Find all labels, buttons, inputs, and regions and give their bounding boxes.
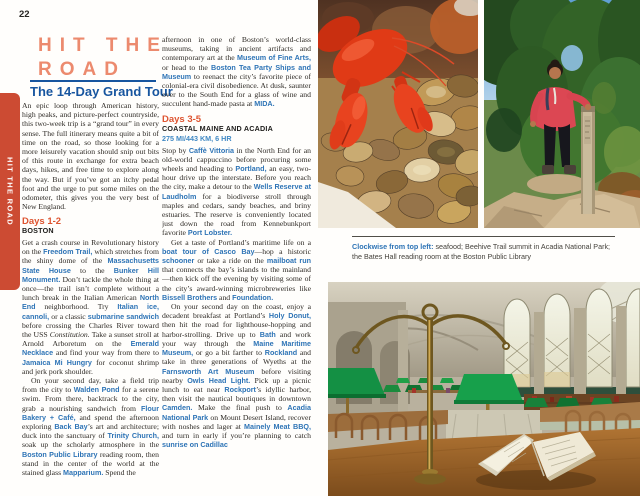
left-wall-arches <box>328 302 410 422</box>
page-title <box>38 34 168 82</box>
boston-paragraph-2: On your second day, take a field trip from the city to Walden Pond for a serene swim. From there, backtrack to the city, grab a nourishing sandwich from Flour Bakery + Café, and spend the afternoon exploring Back Bay’s art and architecture; duck into the sanctuary of Trinity Church, soak up the scholarly atmosphere in the Boston Public Library reading room, then stand in the center of the world at the stained glass Mapparium. Spend the <box>22 375 159 478</box>
boston-paragraph-1: Get a crash course in Revolutionary history on the Freedom Trail, which stretches from the shiny dome of the Massachusetts State House to the Bunker Hill Monument. Don’t tackle the whole thing at once—the trail isn’t complete without a lunch break in the Italian American North End neighborhood. Try Italian ice, cannoli, or a classic submarine sandwich before crossing the Charles River toward the USS Constitution. Take a sunset stroll at Arnold Arboretum on the Emerald Necklace and find your way from there to Jamaica Mi Hungry for coconut shrimp and jerk pork shoulder. <box>22 237 159 376</box>
maine-paragraph-2: Get a taste of Portland’s maritime life on a boat tour of Casco Bay—hop a historic schooner or take a ride on the mailboat run that connects the bay’s islands to the mainland—then kick off the evening by visiting some of the city’s award-winning microbreweries like Bissell Brothers and Foundation. <box>162 237 311 302</box>
boston-continued-paragraph: afternoon in one of Boston’s world-class museums, taking in ancient artifacts and contemporary art at the Museum of Fine Arts, or head to the Boston Tea Party Ships and Museum to reenact the city’s favorite piece of colonial-era civil disobedience. At dusk, saunter over to the South End for a glass of wine and succulent hand-made pasta at MIDA. <box>162 35 311 109</box>
days-3-5-subheading: COASTAL MAINE AND ACADIA <box>162 123 274 133</box>
library-photo <box>328 282 640 496</box>
days-1-2-subheading: BOSTON <box>22 226 54 236</box>
page-number: 22 <box>19 9 30 20</box>
text-column-1 <box>22 101 159 485</box>
text-column-2 <box>162 35 311 485</box>
maine-paragraph-3: On your second day on the coast, enjoy a decadent breakfast at Portland’s Holy Donut, then hit the road for lighthouse-hopping and harbor-strolling. Drive up to Bath and work your way through the Maine Maritime Museum, or go a bit farther to Rockland and take in three generations of Wyeths at the Farnsworth Art Museum before visiting nearby Owls Head Light. Pick up a picnic lunch to eat near Rockport’s idyllic harbor, then visit the nautical boutiques in downtown Camden. Make the final push to Acadia National Park on Mount Desert Island, recover with noshes and lager at Mainely Meat BBQ, and turn in early if you’re planning to catch sunrise on Cadillac <box>162 302 311 450</box>
seafood-photo <box>318 0 478 228</box>
chapter-side-tab <box>0 93 20 290</box>
subtitle-rule <box>30 80 156 82</box>
tour-subtitle: The 14-Day Grand Tour <box>30 84 173 99</box>
maine-paragraph-1: Stop by Caffè Vittoria in the North End for an old-world cappuccino before procuring some wheels and heading to Portland, an easy, two-hour drive up the interstate. Before you reach the city, make a detour to the Wells Reserve at Laudholm for a biodiverse stroll through maples and cedars, sandy beaches, and briny estuaries. The reserve is conveniently located just down the road from Kennebunkport favorite Port Lobster. <box>162 145 311 238</box>
page-title-line2: ROAD <box>38 59 126 80</box>
page-title-line1: HIT THE <box>38 35 168 56</box>
photo-caption: Clockwise from top left: seafood; Beehive Trail summit in Acadia National Park; the Bates Hall reading room at the Boston Public Library <box>352 242 611 261</box>
route-distance: 275 MI/443 KM, 6 HR <box>162 134 232 144</box>
side-tab-label: HIT THE ROAD <box>5 157 15 226</box>
hiker-photo <box>484 0 640 228</box>
intro-paragraph: An epic loop through American history, high peaks, and picture-perfect countryside, this two-week trip is a “grand tour” in every sense. The full itinerary means quite a bit of time on the road, so those looking for a more leisurely vacation should snip out bits of this route in exchange for extra beach days, hikes, and free time to explore along the way. But if you’ve got an itchy pedal foot and the urge to put some miles on the odometer, this gives you the very best of New England. <box>22 101 159 212</box>
days-3-5-heading: Days 3-5 <box>162 113 202 125</box>
caption-rule <box>352 236 615 237</box>
days-1-2-heading: Days 1-2 <box>22 216 62 228</box>
summit-post <box>581 106 595 214</box>
